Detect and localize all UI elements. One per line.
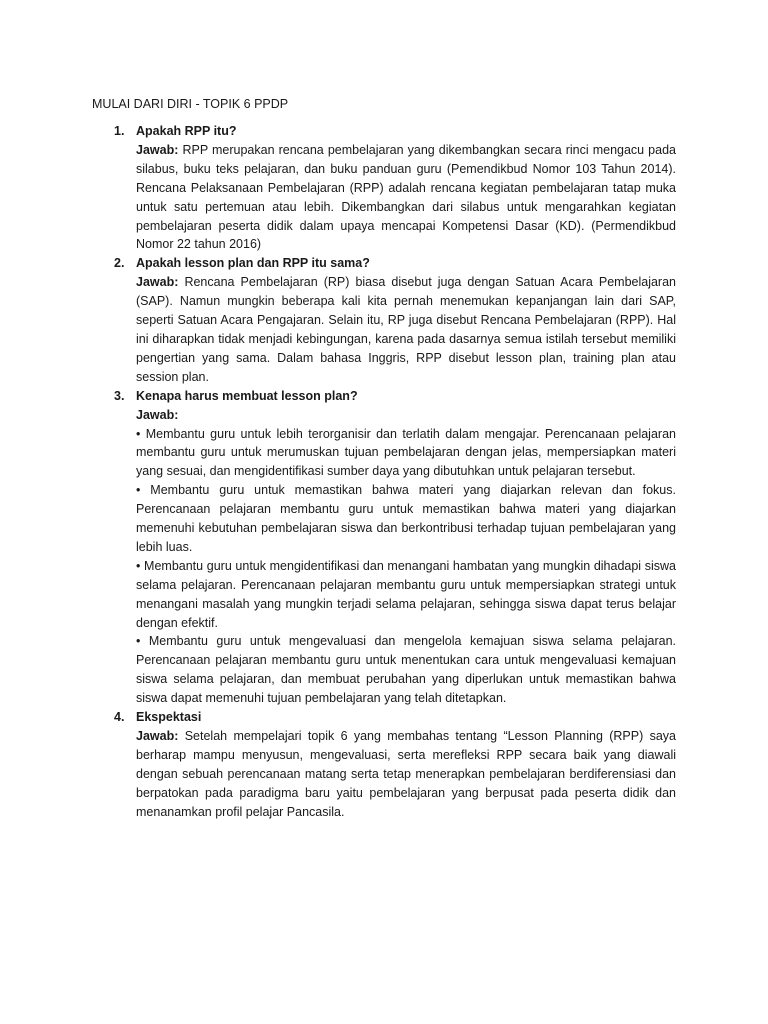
bullet-icon: • bbox=[136, 558, 141, 573]
question-item-1 bbox=[92, 122, 676, 254]
bullet-icon: • bbox=[136, 426, 141, 441]
question-text: Apakah RPP itu? bbox=[136, 124, 237, 138]
question-text: Kenapa harus membuat lesson plan? bbox=[136, 388, 358, 403]
question-text: Apakah lesson plan dan RPP itu sama? bbox=[136, 256, 370, 271]
answer-label: Jawab: bbox=[136, 142, 179, 157]
document-title: MULAI DARI DIRI - TOPIK 6 PPDP bbox=[92, 97, 289, 111]
answer-text: Setelah mempelajari topik 6 yang membahas tentang “Lesson Planning (RPP) saya berharap mampu menyusun, mengevaluasi, serta merefleksi RPP secara baik yang diawali dengan sebuah perencanaan matang serta tetap menerapkan pembelajaran berdiferensiasi dan berpatokan pada paradigma baru yaitu pembelajaran yang berpusat pada peserta didik dan menanamkan profil pelajar Pancasila. bbox=[136, 729, 676, 819]
answer-text: Rencana Pembelajaran (RP) biasa disebut juga dengan Satuan Acara Pembelajaran (SAP). Namun mungkin beberapa kali kita pernah menemukan kepanjangan lain dari SAP, seperti Satuan Acara Pengajaran. Selain itu, RP juga disebut Rencana Pembelajaran (RPP). Hal ini diharapkan tidak menjadi kebingungan, karena pada dasarnya semua istilah tersebut memiliki pengertian yang sama. Dalam bahasa Inggris, RPP disebut lesson plan, training plan atau session plan. bbox=[136, 275, 677, 384]
bullet-paragraph bbox=[136, 425, 676, 482]
question-item-3 bbox=[92, 387, 676, 708]
bullet-paragraph bbox=[136, 557, 676, 633]
answer-label: Jawab: bbox=[136, 407, 179, 422]
bullet-icon: • bbox=[136, 634, 141, 649]
bullet-icon: • bbox=[136, 483, 141, 498]
answer-paragraph bbox=[136, 727, 676, 822]
answer-label: Jawab: bbox=[136, 275, 179, 290]
question-number: 4. bbox=[114, 710, 125, 725]
bullet-text: Membantu guru untuk lebih terorganisir dan terlatih dalam mengajar. Perencanaan pelajaran membantu guru untuk merumuskan tujuan pembelajaran dengan jelas, mempersiapkan materi yang sesuai, dan mengidentifikasi sumber daya yang dibutuhkan untuk pelajaran tersebut. bbox=[136, 426, 676, 479]
question-number: 2. bbox=[114, 256, 125, 271]
bullet-paragraph bbox=[136, 481, 676, 557]
answer-text: RPP merupakan rencana pembelajaran yang dikembangkan secara rinci mengacu pada silabus, buku teks pelajaran, dan buku panduan guru (Pemendikbud Nomor 103 Tahun 2014). Rencana Pelaksanaan Pembelajaran (RPP) adalah rencana kegiatan pembelajaran tatap muka untuk satu pertemuan atau lebih. Dikembangkan dari silabus untuk mengarahkan kegiatan pembelajaran peserta didik dalam upaya mencapai Kompetensi Dasar (KD). (Permendikbud Nomor 22 tahun 2016) bbox=[136, 142, 676, 252]
bullet-paragraph bbox=[136, 632, 676, 708]
bullet-text: Membantu guru untuk mengidentifikasi dan menangani hambatan yang mungkin dihadapi siswa selama pelajaran. Perencanaan pelajaran membantu guru untuk mempersiapkan strategi untuk menangani masalah yang mungkin terjadi selama pelajaran, sehingga siswa dapat terus belajar dengan efektif. bbox=[136, 558, 676, 630]
answer-paragraph bbox=[136, 141, 676, 254]
bullet-text: Membantu guru untuk memastikan bahwa materi yang diajarkan relevan dan fokus. Perencanaan pelajaran membantu guru untuk memastikan bahwa materi yang diajarkan memenuhi kebutuhan pembelajaran siswa dan berkontribusi terhadap tujuan pembelajaran yang lebih luas. bbox=[136, 483, 676, 554]
question-text: Ekspektasi bbox=[136, 710, 202, 725]
answer-paragraph bbox=[136, 273, 676, 386]
answer-label: Jawab: bbox=[136, 729, 179, 743]
question-number: 1. bbox=[114, 124, 125, 138]
question-list bbox=[92, 122, 676, 822]
question-item-4 bbox=[92, 708, 676, 821]
question-number: 3. bbox=[114, 388, 125, 403]
question-item-2 bbox=[92, 254, 676, 386]
bullet-text: Membantu guru untuk mengevaluasi dan mengelola kemajuan siswa selama pelajaran. Perencanaan pelajaran membantu guru untuk menentukan cara untuk mengevaluasi kemajuan siswa selama pelajaran, dan membuat perubahan yang diperlukan untuk memastikan bahwa siswa dapat memenuhi tujuan pembelajaran yang telah ditetapkan. bbox=[136, 634, 676, 706]
